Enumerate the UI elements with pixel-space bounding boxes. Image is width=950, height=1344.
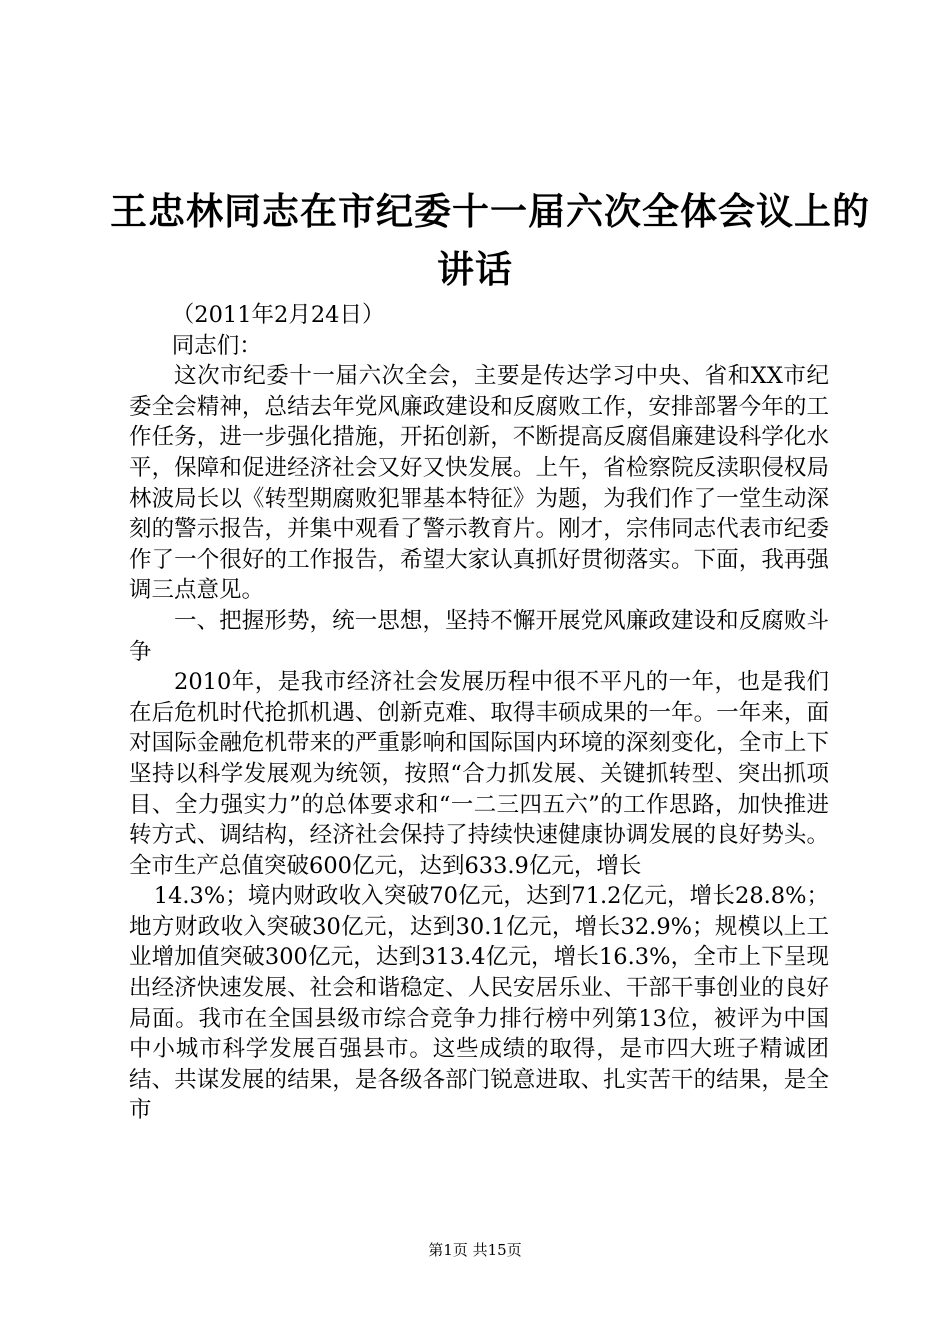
body-paragraph: 这次市纪委十一届六次全会，主要是传达学习中央、省和XX市纪委全会精神，总结去年党风廉政建设和反腐败工作，安排部署今年的工作任务，进一步强化措施，开拓创新，不断提高反腐倡廉建设科学化水平，保障和促进经济社会又好又快发展。上午，省检察院反渎职侵权局林波局长以《转型期腐败犯罪基本特征》为题，为我们作了一堂生动深刻的警示报告，并集中观看了警示教育片。刚才，宗伟同志代表市纪委作了一个很好的工作报告，希望大家认真抓好贯彻落实。下面，我再强调三点意见。 [129, 363, 829, 604]
speech-date: （2011年2月24日） [171, 302, 385, 328]
section-heading: 一、把握形势，统一思想，坚持不懈开展党风廉政建设和反腐败斗争 [129, 607, 829, 665]
page-number-footer: 第1页 共15页 [428, 1241, 522, 1259]
salutation: 同志们： [171, 332, 262, 359]
body-paragraph: 14.3%；境内财政收入突破70亿元，达到71.2亿元，增长28.8%；地方财政收入突破30亿元，达到30.1亿元，增长32.9%；规模以上工业增加值突破300亿元，达到313.4亿元，增长16.3%，全市上下呈现出经济快速发展、社会和谐稳定、人民安居乐业、干部干事创业的良好局面。我市在全国县级市综合竞争力排行榜中列第13位，被评为中国中小城市科学发展百强县市。这些成绩的取得，是市四大班子精诚团结、共谋发展的结果，是各级各部门锐意进取、扎实苦干的结果，是全市 [129, 883, 829, 1124]
body-paragraph: 2010年，是我市经济社会发展历程中很不平凡的一年，也是我们在后危机时代抢抓机遇、创新克难、取得丰硕成果的一年。一年来，面对国际金融危机带来的严重影响和国际国内环境的深刻变化，全市上下坚持以科学发展观为统领，按照“合力抓发展、关键抓转型、突出抓项目、全力强实力”的总体要求和“一二三四五六”的工作思路，加快推进转方式、调结构，经济社会保持了持续快速健康协调发展的良好势头。全市生产总值突破600亿元，达到633.9亿元，增长 [129, 669, 829, 879]
document-title-line-2: 讲话 [437, 248, 513, 291]
document-title-line-1: 王忠林同志在市纪委十一届六次全体会议上的 [110, 190, 870, 233]
document-body [129, 300, 829, 1126]
